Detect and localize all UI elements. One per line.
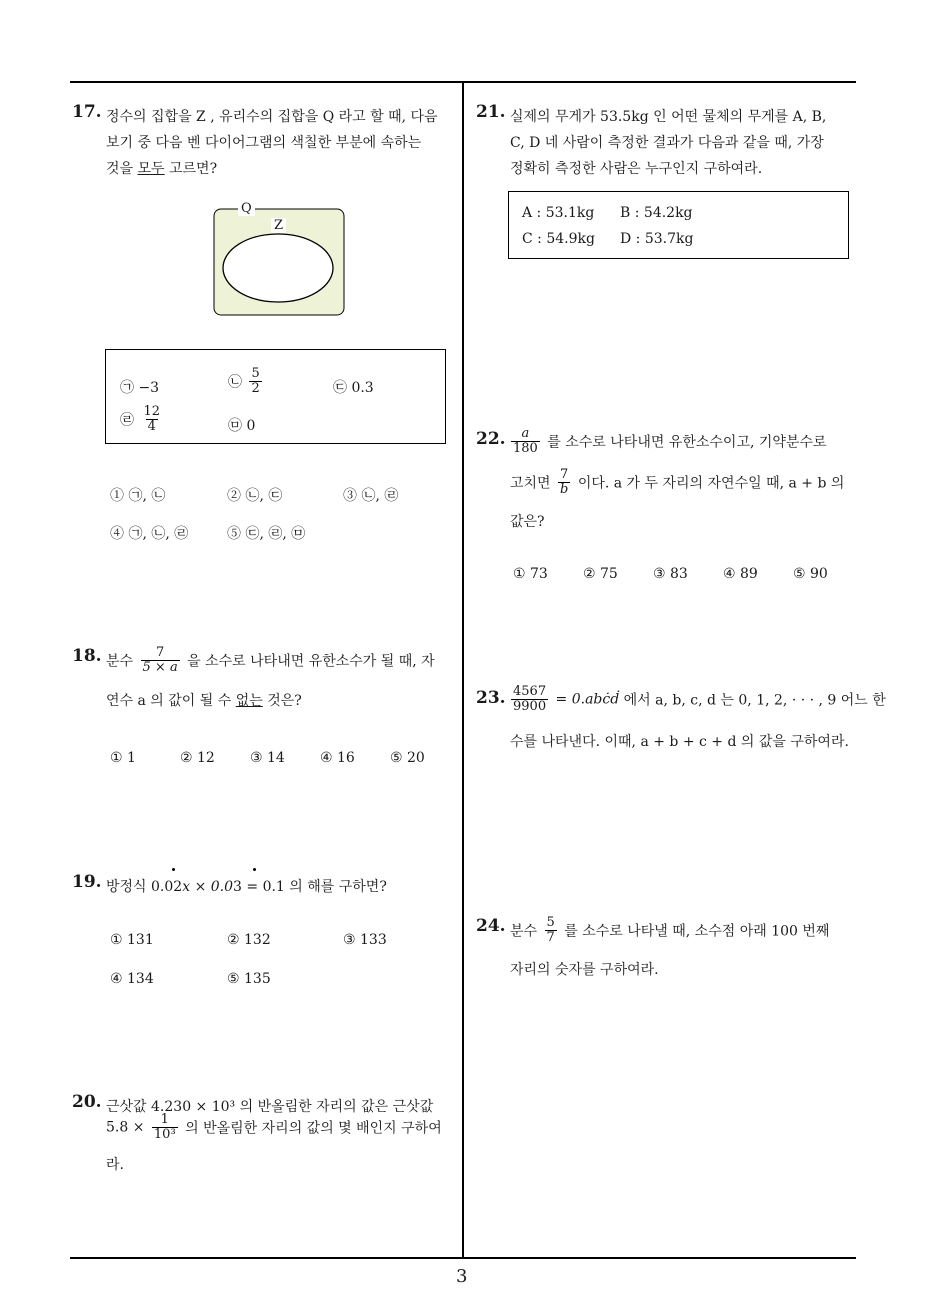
q17-choice-3[interactable]: ③ ㉡, ㉣ <box>343 488 399 504</box>
question-22-line-1: $\frac{a}{180}$ 를 소수로 나타내면 유한소수이고, 기약분수로 <box>513 426 827 456</box>
venn-outer-label: Q <box>238 201 255 216</box>
question-24-line-2: 자리의 숫자를 구하여라. <box>510 962 659 978</box>
q22-choice-1[interactable]: ① 73 <box>513 566 548 582</box>
question-24-line-1: 분수 $\frac{5}{7}$ 를 소수로 나타낼 때, 소수점 아래 100 번째 <box>510 915 830 945</box>
measure-d: D : 53.7kg <box>620 231 694 247</box>
question-17-line-3: 것을 모두 고르면? <box>106 161 218 177</box>
question-21-line-1: 실제의 무게가 53.5kg 인 어떤 물체의 무게를 A, B, <box>510 109 827 125</box>
q19-choice-4[interactable]: ④ 134 <box>110 971 154 987</box>
question-22-line-2: 고치면 $\frac{7}{b}$ 이다. a 가 두 자리의 자연수일 때, a + b 의 <box>510 467 845 497</box>
question-21-line-3: 정확히 측정한 사람은 누구인지 구하여라. <box>510 161 763 177</box>
question-24-number: 24. <box>476 916 506 936</box>
q17-choice-4[interactable]: ④ ㉠, ㉡, ㉣ <box>110 526 189 542</box>
column-divider <box>462 81 464 1259</box>
repeat-dot-2 <box>253 868 256 871</box>
question-19-number: 19. <box>72 872 102 892</box>
q19-choice-1[interactable]: ① 131 <box>110 932 154 948</box>
q18-choice-5[interactable]: ⑤ 20 <box>390 750 425 766</box>
page-number: 3 <box>456 1266 468 1287</box>
q19-choice-5[interactable]: ⑤ 135 <box>227 971 271 987</box>
q19-choice-2[interactable]: ② 132 <box>227 932 271 948</box>
question-21-line-2: C, D 네 사람이 측정한 결과가 다음과 같을 때, 가장 <box>510 135 824 151</box>
q17-choice-1[interactable]: ① ㉠, ㉡ <box>110 488 166 504</box>
item-b: ㉡ $\frac{5}{2}$ <box>228 366 260 396</box>
q22-choice-2[interactable]: ② 75 <box>583 566 618 582</box>
question-23-number: 23. <box>476 688 506 708</box>
repeating-digit-2: 2 <box>173 879 183 895</box>
q18-choice-4[interactable]: ④ 16 <box>320 750 355 766</box>
q19-choice-3[interactable]: ③ 133 <box>343 932 387 948</box>
venn-inner-label: Z <box>271 218 286 233</box>
measure-c: C : 54.9kg <box>522 231 595 247</box>
q17-choice-5[interactable]: ⑤ ㉢, ㉣, ㉤ <box>227 526 306 542</box>
question-20-number: 20. <box>72 1092 102 1112</box>
question-21-data-box <box>508 191 849 259</box>
question-18-number: 18. <box>72 646 102 666</box>
q22-choice-4[interactable]: ④ 89 <box>723 566 758 582</box>
question-20-line-3: 라. <box>106 1157 124 1173</box>
item-c: ㉢ 0.3 <box>333 380 374 396</box>
question-20-line-2: 5.8 × $\frac{1}{\text{10³}}$ 의 반올림한 자리의 값의 몇 배인지 구하여 <box>106 1112 442 1142</box>
question-22-line-3: 값은? <box>510 514 545 530</box>
repeating-digit-3: 3 <box>233 879 242 895</box>
q22-choice-3[interactable]: ③ 83 <box>653 566 688 582</box>
measure-a: A : 53.1kg <box>522 205 595 221</box>
measure-b: B : 54.2kg <box>620 205 693 221</box>
question-18-line-1: 분수 $\frac{7}{5 \times a}$ 을 소수로 나타내면 유한소수가 될 때, 자 <box>106 645 435 675</box>
item-d: ㉣ $\frac{12}{4}$ <box>120 404 160 434</box>
bottom-rule <box>70 1257 856 1259</box>
question-19-line-1: 방정식 0.02x × 0.03 = 0.1 의 해를 구하면? <box>106 879 387 895</box>
repeat-dot-1 <box>172 868 175 871</box>
item-e: ㉤ 0 <box>228 418 256 434</box>
q18-choice-3[interactable]: ③ 14 <box>250 750 285 766</box>
question-17-line-1: 정수의 집합을 Z , 유리수의 집합을 Q 라고 할 때, 다음 <box>106 109 438 125</box>
question-22-number: 22. <box>476 429 506 449</box>
question-17-number: 17. <box>72 102 102 122</box>
question-20-line-1: 근삿값 4.230 × 10³ 의 반올림한 자리의 값은 근삿값 <box>106 1099 434 1115</box>
q22-choice-5[interactable]: ⑤ 90 <box>793 566 828 582</box>
question-18-line-2: 연수 a 의 값이 될 수 없는 것은? <box>106 693 302 709</box>
question-23-line-1: $\frac{4567}{9900}$ = 0.abċḋ 에서 a, b, c, d 는 0, 1, 2, · · · , 9 어느 한 <box>513 684 886 714</box>
question-23-line-2: 수를 나타낸다. 이때, a + b + c + d 의 값을 구하여라. <box>510 734 849 750</box>
question-17-line-2: 보기 중 다음 벤 다이어그램의 색칠한 부분에 속하는 <box>106 135 422 151</box>
question-21-number: 21. <box>476 102 506 122</box>
q17-choice-2[interactable]: ② ㉡, ㉢ <box>227 488 283 504</box>
q18-choice-1[interactable]: ① 1 <box>110 750 136 766</box>
q18-choice-2[interactable]: ② 12 <box>180 750 215 766</box>
item-a: ㉠ −3 <box>120 380 160 396</box>
